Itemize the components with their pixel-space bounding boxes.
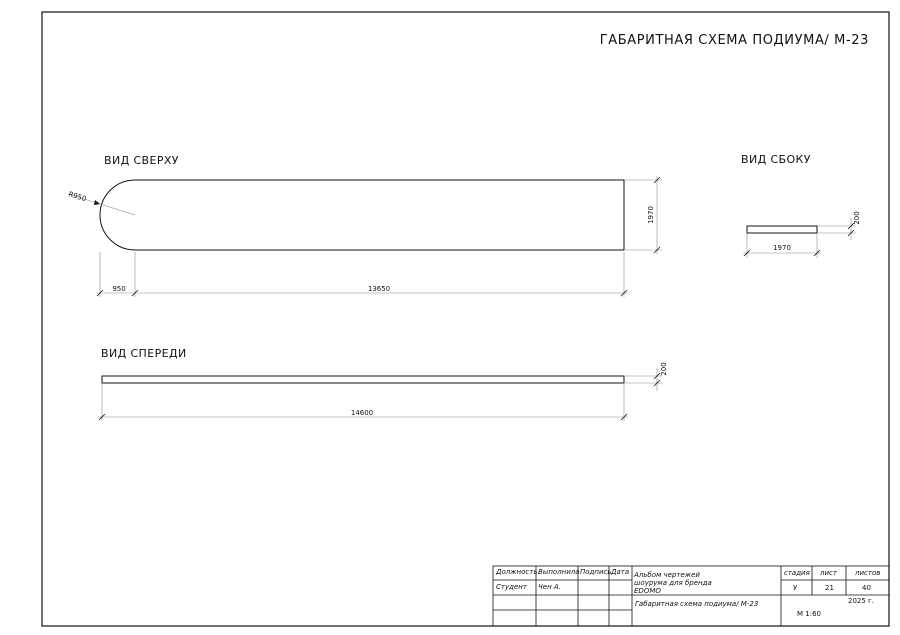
- top-view-outline: [100, 180, 624, 250]
- header-position: Должность: [496, 568, 538, 576]
- sheet-frame: [42, 12, 889, 626]
- header-date: Дата: [611, 568, 630, 576]
- header-signature: Подпись: [580, 568, 612, 576]
- side-view-label: ВИД СБОКУ: [741, 153, 811, 166]
- drawing-title: ГАБАРИТНАЯ СХЕМА ПОДИУМА/ М-23: [599, 33, 869, 48]
- stage-value: У: [793, 584, 798, 592]
- front-dim-length: 14600: [350, 409, 374, 417]
- front-view-label: ВИД СПЕРЕДИ: [101, 347, 187, 360]
- top-dim-round: 950: [112, 285, 126, 293]
- sheets-total: 40: [862, 584, 871, 592]
- radius-leader: [100, 204, 135, 215]
- year: 2025 г.: [848, 597, 874, 605]
- sheet-number: 21: [825, 584, 834, 592]
- album-title: Альбом чертежей шоурума для бренда EDOMO: [634, 571, 712, 595]
- top-dim-straight: 13650: [367, 285, 391, 293]
- top-dim-width: 1970: [647, 206, 655, 224]
- sheet-title: Габаритная схема подиума/ М-23: [635, 600, 759, 608]
- row1-performed: Чен А.: [538, 583, 561, 591]
- row1-position: Студент: [496, 583, 527, 591]
- sheets-label: листов: [855, 569, 881, 577]
- sheet-label: лист: [820, 569, 837, 577]
- front-view-outline: [102, 376, 624, 383]
- front-dim-height: 200: [660, 362, 668, 376]
- scale: М 1:60: [797, 610, 821, 618]
- header-performed: Выполнила: [538, 568, 580, 576]
- radius-label: R950: [67, 190, 88, 204]
- radius-arrow: [94, 200, 100, 205]
- side-dim-height: 200: [853, 211, 861, 225]
- stage-label: стадия: [784, 569, 810, 577]
- side-view-outline: [747, 226, 817, 233]
- side-dim-length: 1970: [773, 244, 791, 252]
- top-view-label: ВИД СВЕРХУ: [104, 154, 179, 167]
